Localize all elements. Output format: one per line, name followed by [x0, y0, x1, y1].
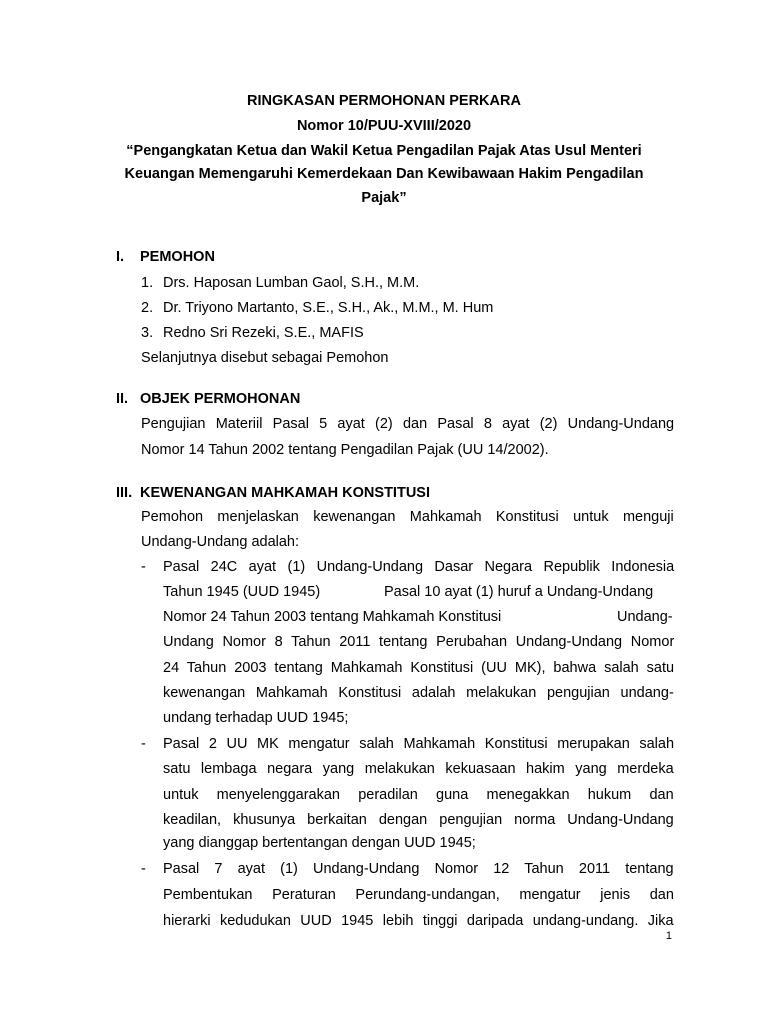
applicant-2: Dr. Triyono Martanto, S.E., S.H., Ak., M.M., M. Hum	[163, 300, 494, 316]
bullet-dash: -	[141, 861, 146, 877]
document-title: RINGKASAN PERMOHONAN PERKARA	[247, 93, 521, 109]
section-heading-objek	[116, 391, 300, 407]
section-number: III.	[116, 485, 133, 501]
applicant-1: Drs. Haposan Lumban Gaol, S.H., M.M.	[163, 275, 420, 291]
bullet-line: untuk menyelenggarakan peradilan guna menegakkan hukum dan	[163, 787, 674, 803]
bullet-line: Nomor 24 Tahun 2003 tentang Mahkamah Konstitusi	[163, 609, 502, 625]
section-number: I.	[116, 249, 125, 265]
case-subject-line-1: “Pengangkatan Ketua dan Wakil Ketua Pengadilan Pajak Atas Usul Menteri	[126, 143, 642, 159]
bullet-line: hierarki kedudukan UUD 1945 lebih tinggi daripada undang-undang. Jika	[163, 913, 674, 929]
case-subject-line-3: Pajak”	[361, 190, 407, 206]
list-number: 1.	[141, 275, 154, 291]
list-number: 2.	[141, 300, 154, 316]
bullet-line: yang dianggap bertentangan dengan UUD 1945;	[163, 835, 476, 851]
list-number: 3.	[141, 325, 154, 341]
section-title: OBJEK PERMOHONAN	[140, 391, 301, 407]
applicant-note: Selanjutnya disebut sebagai Pemohon	[141, 350, 389, 366]
bullet-line: 24 Tahun 2003 tentang Mahkamah Konstitusi (UU MK), bahwa salah satu	[163, 660, 675, 676]
paragraph-line: Pengujian Materiil Pasal 5 ayat (2) dan Pasal 8 ayat (2) Undang-Undang	[141, 416, 675, 432]
bullet-line: keadilan, khusunya berkaitan dengan pengujian norma Undang-Undang	[163, 812, 674, 828]
bullet-line: Undang Nomor 8 Tahun 2011 tentang Perubahan Undang-Undang Nomor	[163, 634, 675, 650]
bullet-line: Pembentukan Peraturan Perundang-undangan, mengatur jenis dan	[163, 887, 674, 903]
page-number: 1	[665, 930, 672, 942]
bullet-line: Pasal 24C ayat (1) Undang-Undang Dasar Negara Republik Indonesia	[163, 559, 675, 575]
bullet-line: Pasal 10 ayat (1) huruf a Undang-Undang	[384, 584, 654, 600]
case-subject-line-2: Keuangan Memengaruhi Kemerdekaan Dan Kewibawaan Hakim Pengadilan	[124, 166, 644, 182]
bullet-line: kewenangan Mahkamah Konstitusi adalah melakukan pengujian undang-	[163, 685, 674, 701]
applicant-3: Redno Sri Rezeki, S.E., MAFIS	[163, 325, 364, 341]
bullet-line: satu lembaga negara yang melakukan kekuasaan hakim yang merdeka	[163, 761, 674, 777]
bullet-line: Pasal 2 UU MK mengatur salah Mahkamah Konstitusi merupakan salah	[163, 736, 675, 752]
section-title: KEWENANGAN MAHKAMAH KONSTITUSI	[140, 485, 430, 501]
section-heading-kewenangan	[116, 485, 430, 501]
case-number: Nomor 10/PUU-XVIII/2020	[296, 118, 472, 134]
bullet-line: Undang-	[617, 609, 673, 625]
bullet-dash: -	[141, 559, 146, 575]
bullet-dash: -	[141, 736, 146, 752]
section-title: PEMOHON	[140, 249, 215, 265]
bullet-line: Tahun 1945 (UUD 1945)	[163, 584, 321, 600]
paragraph-line: Pemohon menjelaskan kewenangan Mahkamah Konstitusi untuk menguji	[141, 509, 674, 525]
paragraph-line: Nomor 14 Tahun 2002 tentang Pengadilan Pajak (UU 14/2002).	[141, 442, 549, 458]
bullet-line: undang terhadap UUD 1945;	[163, 710, 349, 726]
bullet-line: Pasal 7 ayat (1) Undang-Undang Nomor 12 Tahun 2011 tentang	[163, 861, 674, 877]
section-heading-pemohon	[116, 249, 215, 265]
paragraph-line: Undang-Undang adalah:	[141, 534, 300, 550]
section-number: II.	[116, 391, 129, 407]
